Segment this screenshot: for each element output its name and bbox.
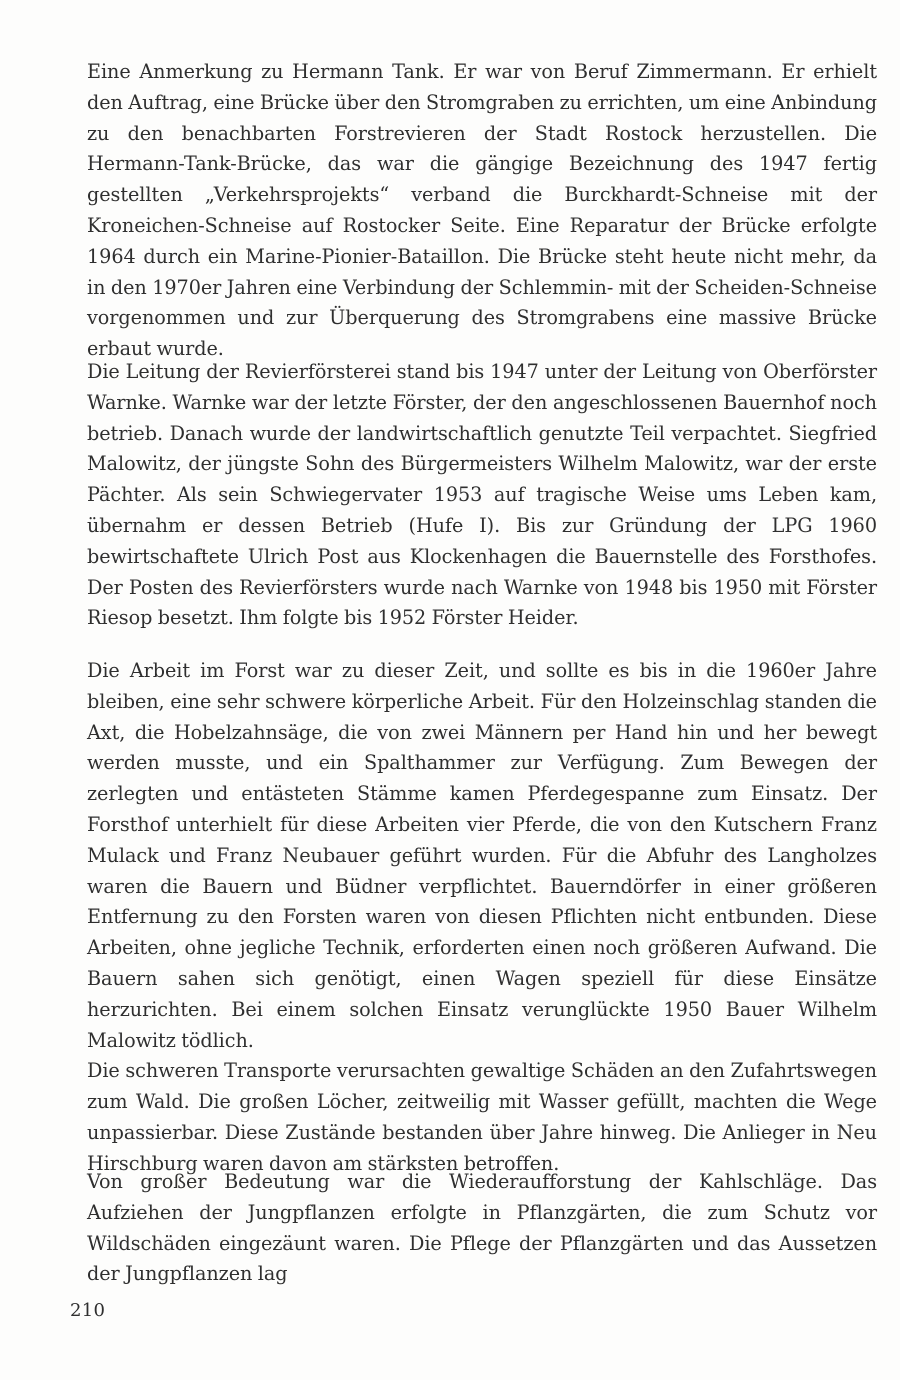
paragraph-text: Die schweren Transporte verursachten gewaltige Schäden an den Zufahrtswegen zum Wald. Die großen Löcher, zeitweilig mit Wasser gefüllt, machten die Wege unpassierbar. Diese Zustände bestanden über Jahre hinweg. Die Anlieger in Neu Hirschburg waren davon am stärksten betroffen. — [87, 1059, 877, 1175]
page-number: 210 — [70, 1300, 106, 1321]
paragraph-text: Von großer Bedeutung war die Wiederaufforstung der Kahlschläge. Das Aufziehen der Jungpflanzen erfolgte in Pflanzgärten, die zum Schutz vor Wildschäden eingezäunt waren. Die Pflege der Pflanzgärten und das Aussetzen der Jungpflanzen lag — [87, 1170, 877, 1286]
paragraph-text: Die Arbeit im Forst war zu dieser Zeit, und sollte es bis in die 1960er Jahre bleiben, eine sehr schwere körperliche Arbeit. Für den Holzeinschlag standen die Axt, die Hobelzahnsäge, die von zwei Männern per Hand hin und her bewegt werden musste, und ein Spalthammer zur Verfügung. Zum Bewegen der zerlegten und entästeten Stämme kamen Pferdegespanne zum Einsatz. Der Forsthof unterhielt für diese Arbeiten vier Pferde, die von den Kutschern Franz Mulack und Franz Neubauer geführt wurden. Für die Abfuhr des Langholzes waren die Bauern und Büdner verpflichtet. Bauerndörfer in einer größeren Entfernung zu den Forsten waren von diesen Pflichten nicht entbunden. Diese Arbeiten, ohne jegliche Technik, erforderten einen noch größeren Aufwand. Die Bauern sahen sich genötigt, einen Wagen speziell für diese Einsätze herzurichten. Bei einem solchen Einsatz verunglückte 1950 Bauer Wilhelm Malowitz tödlich. — [87, 659, 877, 1052]
paragraph-hermann-tank-bridge — [87, 57, 877, 365]
paragraph-text: Die Leitung der Revierförsterei stand bis 1947 unter der Leitung von Oberförster Warnke. Warnke war der letzte Förster, der den angeschlossenen Bauernhof noch betrieb. Danach wurde der landwirtschaftlich genutzte Teil verpachtet. Siegfried Malowitz, der jüngste Sohn des Bürgermeisters Wilhelm Malowitz, war der erste Pächter. Als sein Schwiegervater 1953 auf tragische Weise ums Leben kam, übernahm er dessen Betrieb (Hufe I). Bis zur Gründung der LPG 1960 bewirtschaftete Ulrich Post aus Klockenhagen die Bauernstelle des Forsthofes. Der Posten des Revierförsters wurde nach Warnke von 1948 bis 1950 mit Förster Riesop besetzt. Ihm folgte bis 1952 Förster Heider. — [87, 360, 877, 630]
paragraph-revierfoersterei-leitung — [87, 357, 877, 634]
paragraph-forstarbeit — [87, 656, 877, 1180]
paragraph-text: Eine Anmerkung zu Hermann Tank. Er war von Beruf Zimmermann. Er erhielt den Auftrag, eine Brücke über den Stromgraben zu errichten, um eine Anbindung zu den benachbarten Forstrevieren der Stadt Rostock herzustellen. Die Hermann-Tank-Brücke, das war die gängige Bezeichnung des 1947 fertig gestellten „Verkehrsprojekts“ verband die Burckhardt-Schneise mit der Kroneichen-Schneise auf Rostocker Seite. Eine Reparatur der Brücke erfolgte 1964 durch ein Marine-Pionier-Bataillon. Die Brücke steht heute nicht mehr, da in den 1970er Jahren eine Verbindung der Schlemmin- mit der Scheiden-Schneise vorgenommen und zur Überquerung des Stromgrabens eine massive Brücke erbaut wurde. — [87, 60, 878, 361]
paragraph-wiederaufforstung — [87, 1167, 877, 1290]
